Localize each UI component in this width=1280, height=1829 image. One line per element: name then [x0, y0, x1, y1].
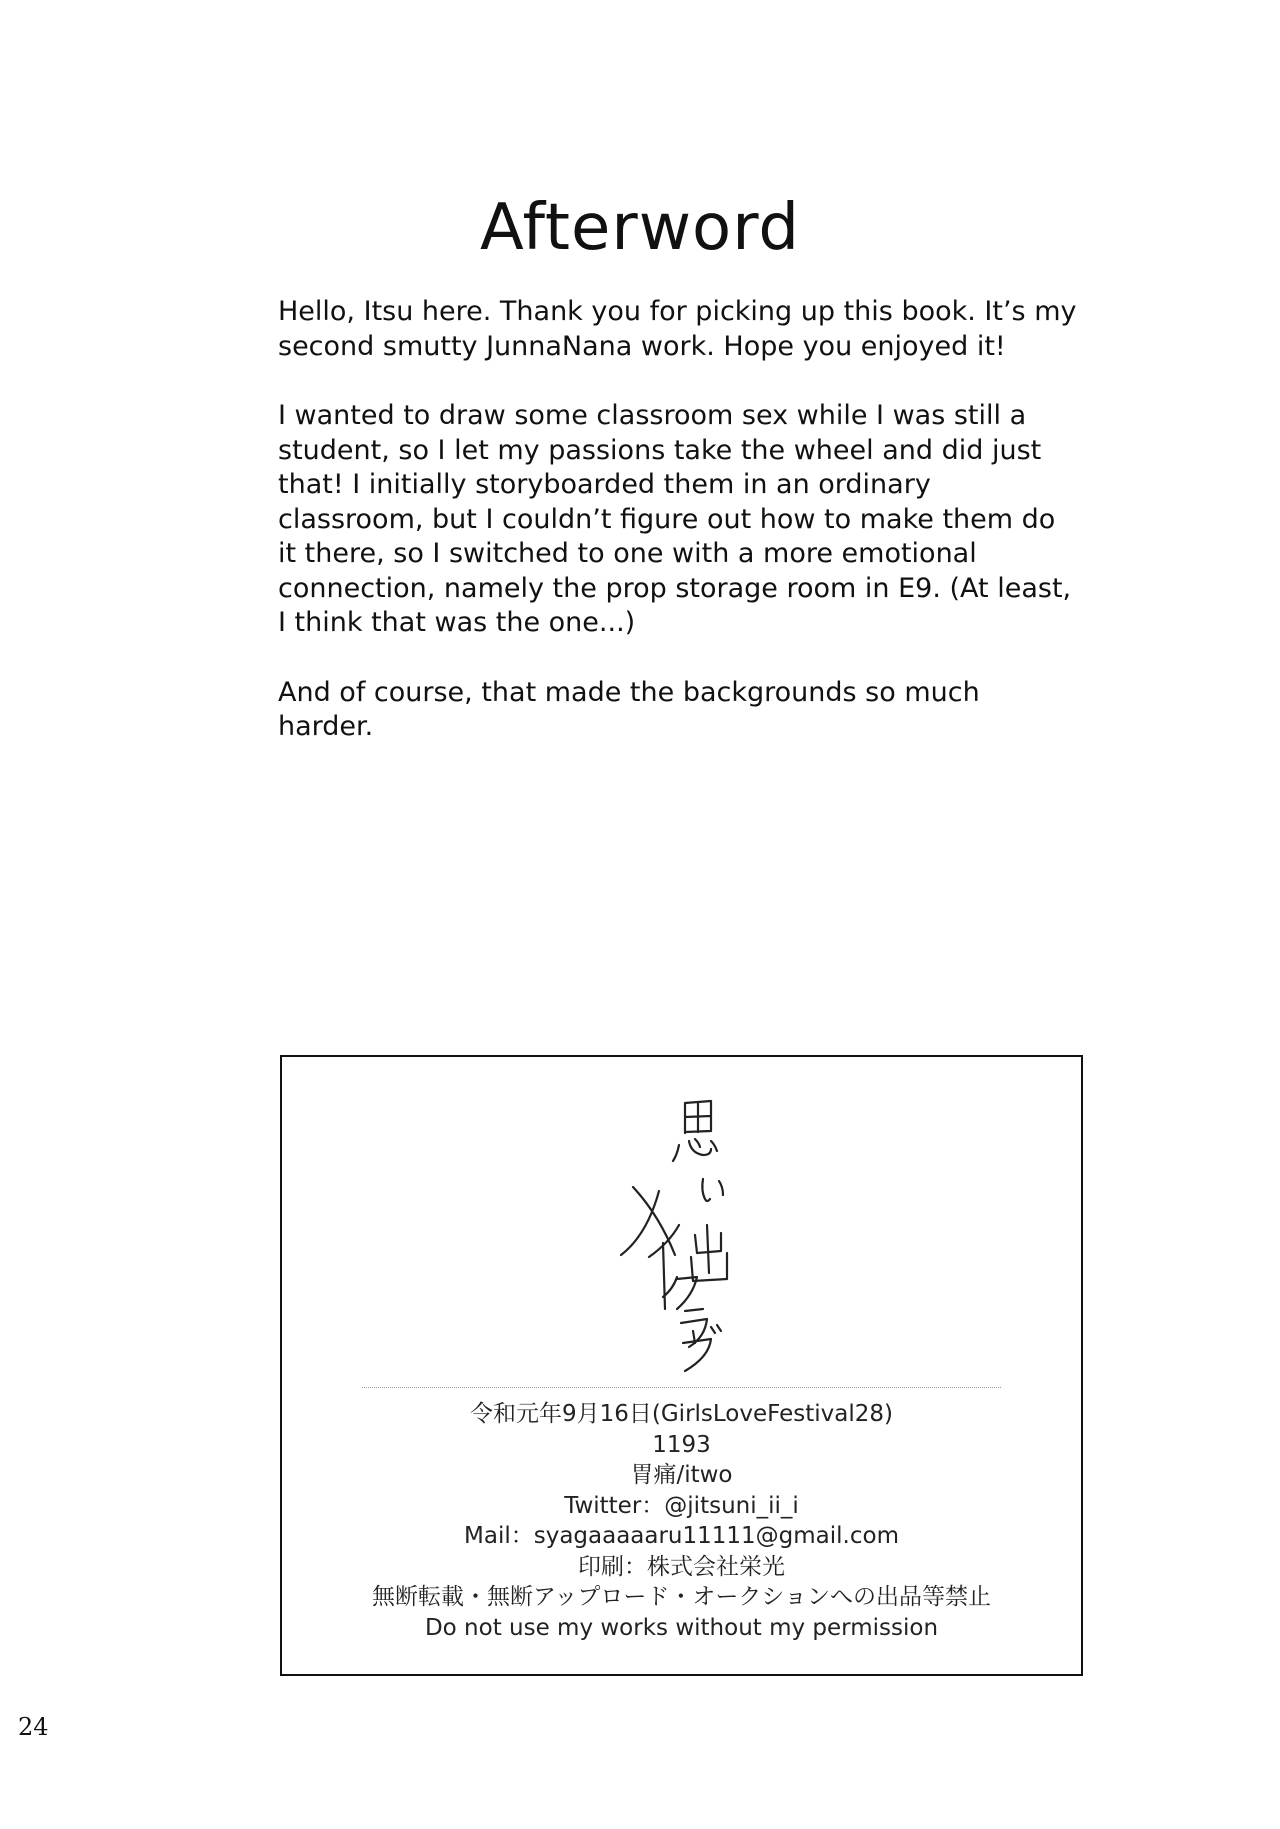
colophon-divider	[362, 1387, 1001, 1388]
page-title: Afterword	[480, 190, 800, 265]
twitter-handle: Twitter：@jitsuni_ii_i	[564, 1492, 799, 1519]
event-date: 令和元年9月16日(GirlsLoveFestival28)	[469, 1401, 893, 1427]
mail-address: Mail：syagaaaaaru11111@gmail.com	[464, 1523, 899, 1549]
afterword-paragraph-classroom: I wanted to draw some classroom sex while I was still a student, so I let my passions take the wheel and did just that! I initially storyboarded them in an ordinary classroom, but I couldn’t figure out how to make them do it there, so I switched to one with a more emotional connection, namely the prop storage room in E9. (At least, I think that was the one...)	[278, 400, 1072, 638]
colophon-info	[282, 1399, 1081, 1643]
afterword-body	[278, 295, 1078, 780]
page-number: 24	[18, 1713, 49, 1741]
notice-japanese: 無断転載・無断アップロード・オークションへの出品等禁止	[372, 1584, 991, 1610]
notice-english: Do not use my works without my permission	[424, 1614, 939, 1641]
printer-name: 印刷：株式会社栄光	[578, 1553, 785, 1580]
circle-name: 胃痛/itwo	[630, 1462, 733, 1488]
colophon-box	[280, 1055, 1083, 1676]
booth-number: 1193	[652, 1431, 711, 1458]
afterword-paragraph-greeting: Hello, Itsu here. Thank you for picking up this book. It’s my second smutty JunnaNana work. Hope you enjoyed it!	[278, 296, 1077, 362]
afterword-paragraph-backgrounds: And of course, that made the backgrounds so much harder.	[278, 676, 980, 742]
handwritten-title-logo	[607, 1095, 767, 1375]
